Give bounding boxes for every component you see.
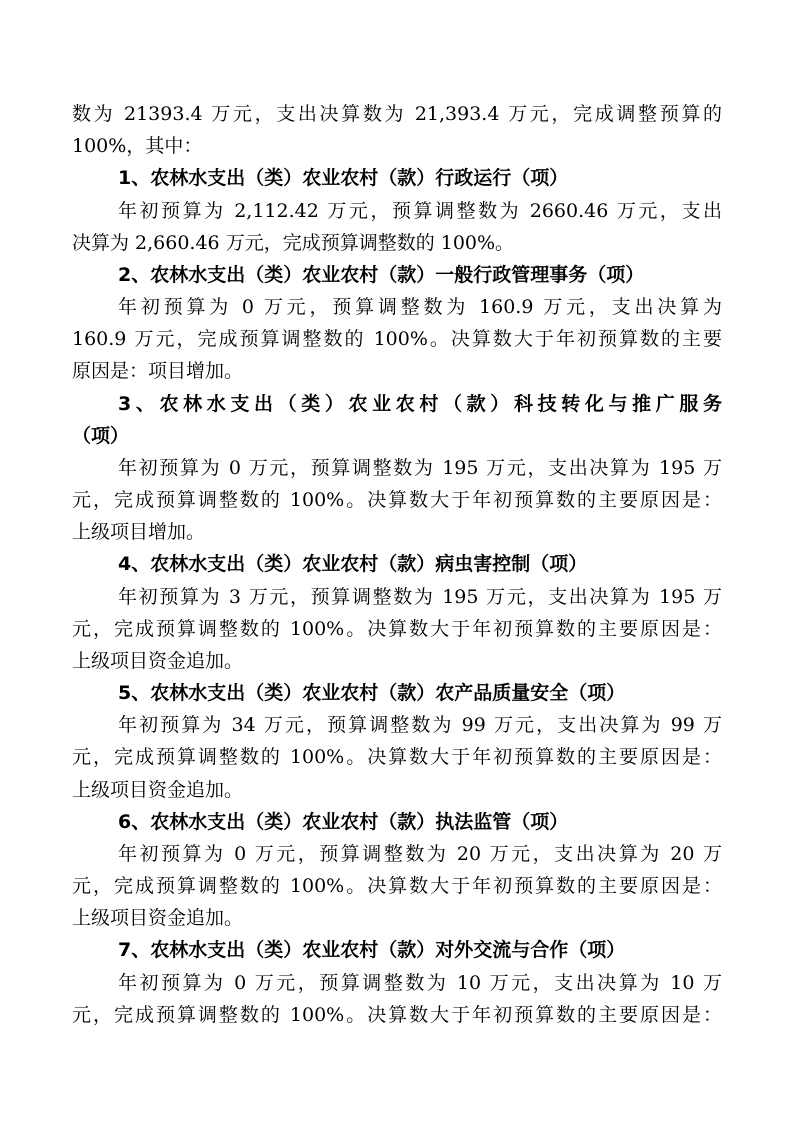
section-heading-3: 3、农林水支出（类）农业农村（款）科技转化与推广服务 bbox=[118, 393, 722, 415]
body-text-line: 年初预算为 3 万元，预算调整数为 195 万元，支出决算为 195 万 bbox=[118, 586, 722, 608]
section-heading-4: 4、农林水支出（类）农业农村（款）病虫害控制（项） bbox=[118, 553, 588, 575]
body-text-line: 元，完成预算调整数的 100%。决算数大于年初预算数的主要原因是： bbox=[72, 875, 722, 897]
body-text-line: 原因是：项目增加。 bbox=[72, 360, 244, 382]
section-heading-2: 2、农林水支出（类）农业农村（款）一般行政管理事务（项） bbox=[118, 264, 645, 286]
section-heading-1: 1、农林水支出（类）农业农村（款）行政运行（项） bbox=[118, 167, 569, 189]
section-heading-7: 7、农林水支出（类）农业农村（款）对外交流与合作（项） bbox=[118, 939, 626, 961]
body-text-line: 年初预算为 0 万元，预算调整数为 20 万元，支出决算为 20 万 bbox=[118, 843, 722, 865]
section-heading-6: 6、农林水支出（类）农业农村（款）执法监管（项） bbox=[118, 811, 569, 833]
body-text-line: 数为 21393.4 万元，支出决算数为 21,393.4 万元，完成调整预算的 bbox=[72, 103, 722, 125]
body-text-line: 100%，其中： bbox=[72, 135, 203, 157]
section-heading-5: 5、农林水支出（类）农业农村（款）农产品质量安全（项） bbox=[118, 682, 626, 704]
body-text-line: 年初预算为 2,112.42 万元，预算调整数为 2660.46 万元，支出 bbox=[118, 200, 722, 222]
body-text-line: 上级项目资金追加。 bbox=[72, 907, 244, 929]
section-heading-3-continued: （项） bbox=[72, 425, 130, 447]
body-text-line: 元，完成预算调整数的 100%。决算数大于年初预算数的主要原因是： bbox=[72, 618, 722, 640]
body-text-line: 年初预算为 0 万元，预算调整数为 160.9 万元，支出决算为 bbox=[118, 296, 722, 318]
body-text-line: 上级项目增加。 bbox=[72, 521, 206, 543]
body-text-line: 年初预算为 34 万元，预算调整数为 99 万元，支出决算为 99 万 bbox=[118, 714, 722, 736]
body-text-line: 上级项目资金追加。 bbox=[72, 650, 244, 672]
body-text-line: 元，完成预算调整数的 100%。决算数大于年初预算数的主要原因是： bbox=[72, 1004, 722, 1026]
body-text-line: 年初预算为 0 万元，预算调整数为 10 万元，支出决算为 10 万 bbox=[118, 972, 722, 994]
body-text-line: 160.9 万元，完成预算调整数的 100%。决算数大于年初预算数的主要 bbox=[72, 328, 722, 350]
body-text-line: 年初预算为 0 万元，预算调整数为 195 万元，支出决算为 195 万 bbox=[118, 457, 722, 479]
body-text-line: 元，完成预算调整数的 100%。决算数大于年初预算数的主要原因是： bbox=[72, 489, 722, 511]
body-text-line: 元，完成预算调整数的 100%。决算数大于年初预算数的主要原因是： bbox=[72, 746, 722, 768]
body-text-line: 上级项目资金追加。 bbox=[72, 779, 244, 801]
body-text-line: 决算为 2,660.46 万元，完成预算调整数的 100%。 bbox=[72, 232, 515, 254]
